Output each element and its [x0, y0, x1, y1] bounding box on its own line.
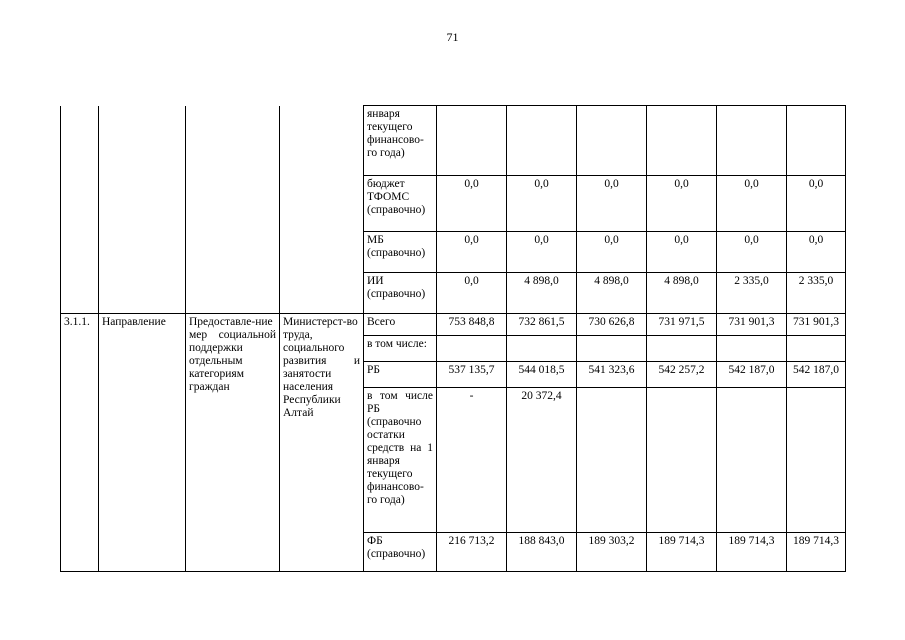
amount-cell [507, 336, 577, 362]
amount-cell: 4 898,0 [507, 273, 577, 314]
amount-cell: 732 861,5 [507, 314, 577, 336]
source-label: МБ (справочно) [364, 232, 437, 273]
amount-cell: 731 901,3 [717, 314, 787, 336]
amount-cell [507, 106, 577, 176]
amount-cell [437, 106, 507, 176]
amount-cell: 0,0 [507, 176, 577, 232]
source-label: РБ [364, 362, 437, 388]
amount-cell: 0,0 [787, 232, 846, 273]
amount-cell: - [437, 388, 507, 533]
amount-cell: 189 714,3 [647, 533, 717, 572]
source-label: Всего [364, 314, 437, 336]
amount-cell: 0,0 [647, 176, 717, 232]
amount-cell: 2 335,0 [787, 273, 846, 314]
source-label: января текущего финансово-го года) [364, 106, 437, 176]
continued-executor-cell [280, 106, 364, 314]
amount-cell [437, 336, 507, 362]
amount-cell: 542 187,0 [787, 362, 846, 388]
amount-cell: 20 372,4 [507, 388, 577, 533]
continued-type-cell [99, 106, 186, 314]
amount-cell [717, 388, 787, 533]
amount-cell [717, 336, 787, 362]
amount-cell [787, 388, 846, 533]
budget-table [60, 105, 846, 572]
amount-cell: 0,0 [717, 176, 787, 232]
amount-cell: 189 714,3 [787, 533, 846, 572]
item-number: 3.1.1. [61, 314, 99, 572]
amount-cell: 731 971,5 [647, 314, 717, 336]
amount-cell [717, 106, 787, 176]
amount-cell [647, 336, 717, 362]
amount-cell: 731 901,3 [787, 314, 846, 336]
amount-cell [787, 336, 846, 362]
amount-cell: 188 843,0 [507, 533, 577, 572]
source-label: бюджет ТФОМС (справочно) [364, 176, 437, 232]
amount-cell: 0,0 [717, 232, 787, 273]
source-label: в том числе: [364, 336, 437, 362]
amount-cell: 0,0 [437, 176, 507, 232]
amount-cell [647, 388, 717, 533]
amount-cell: 541 323,6 [577, 362, 647, 388]
amount-cell: 0,0 [647, 232, 717, 273]
amount-cell: 4 898,0 [647, 273, 717, 314]
amount-cell: 0,0 [437, 232, 507, 273]
item-name: Предоставле-ние мер социальной поддержки отдельным категориям граждан [186, 314, 280, 572]
amount-cell: 189 714,3 [717, 533, 787, 572]
source-label: в том числе РБ (справочно остатки средств на 1 января текущего финансово-го года) [364, 388, 437, 533]
amount-cell: 0,0 [577, 176, 647, 232]
continued-number-cell [61, 106, 99, 314]
amount-cell: 4 898,0 [577, 273, 647, 314]
amount-cell [647, 106, 717, 176]
amount-cell: 0,0 [507, 232, 577, 273]
amount-cell: 216 713,2 [437, 533, 507, 572]
item-executor: Министерст-во труда, социального развития и занятости населения Республики Алтай [280, 314, 364, 572]
source-label: ФБ (справочно) [364, 533, 437, 572]
table-row [61, 314, 846, 336]
item-type: Направление [99, 314, 186, 572]
table-row [61, 106, 846, 176]
amount-cell: 753 848,8 [437, 314, 507, 336]
amount-cell: 189 303,2 [577, 533, 647, 572]
amount-cell: 542 257,2 [647, 362, 717, 388]
amount-cell: 0,0 [787, 176, 846, 232]
amount-cell: 537 135,7 [437, 362, 507, 388]
amount-cell [577, 336, 647, 362]
source-label: ИИ (справочно) [364, 273, 437, 314]
amount-cell [577, 106, 647, 176]
page-number: 71 [446, 30, 459, 44]
amount-cell: 730 626,8 [577, 314, 647, 336]
amount-cell: 2 335,0 [717, 273, 787, 314]
continued-name-cell [186, 106, 280, 314]
amount-cell: 0,0 [437, 273, 507, 314]
amount-cell [577, 388, 647, 533]
amount-cell: 542 187,0 [717, 362, 787, 388]
amount-cell [787, 106, 846, 176]
amount-cell: 544 018,5 [507, 362, 577, 388]
amount-cell: 0,0 [577, 232, 647, 273]
